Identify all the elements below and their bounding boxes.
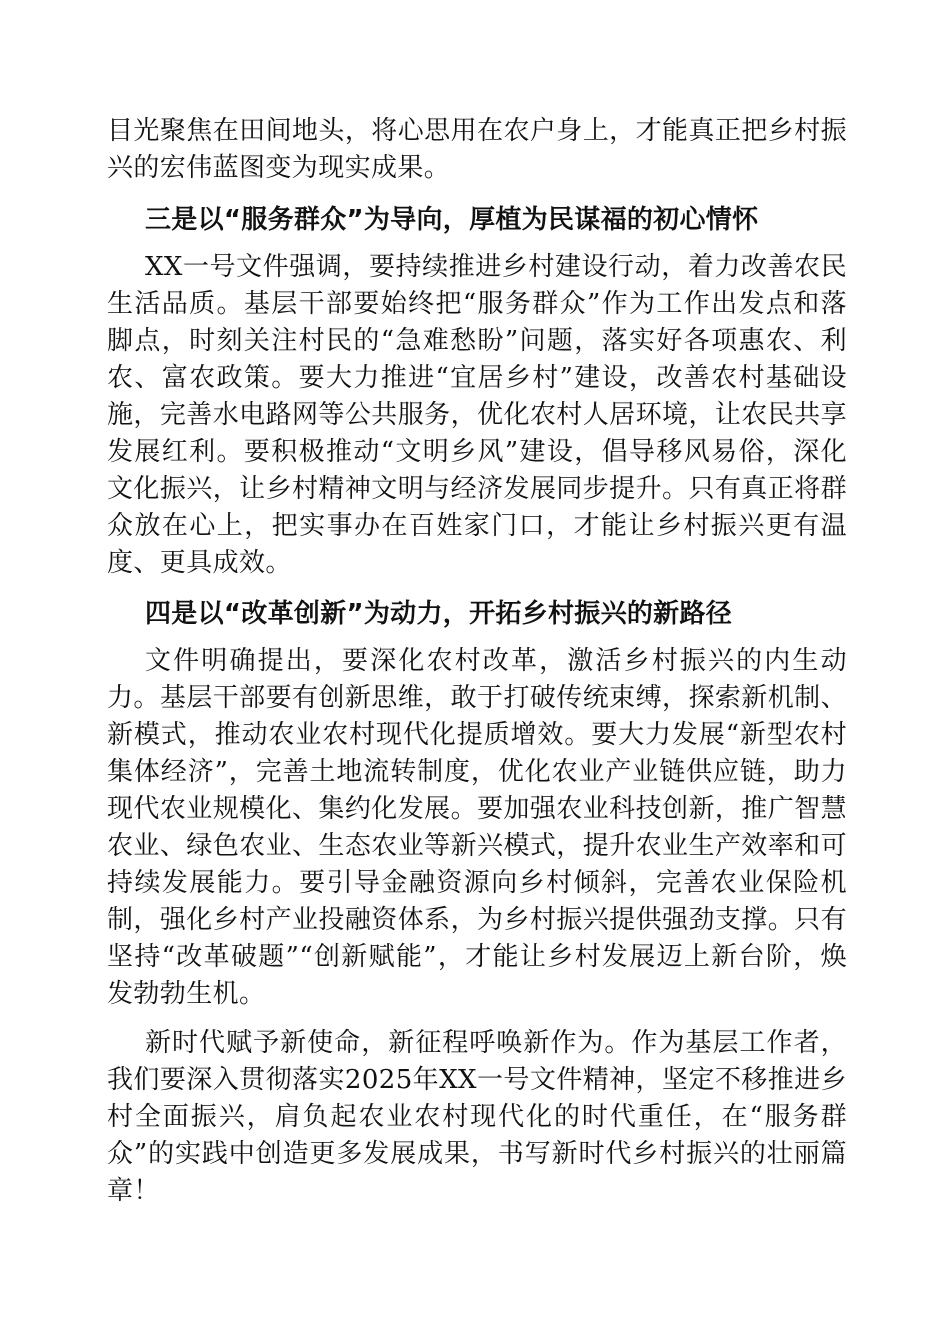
document-body — [107, 113, 847, 1217]
section-body-3: XX一号文件强调，要持续推进乡村建设行动，着力改善农民生活品质。基层干部要始终把“服务群众”作为工作出发点和落脚点，时刻关注村民的“急难愁盼”问题，落实好各项惠农、利农、富农政策。要大力推进“宜居乡村”建设，改善农村基础设施，完善水电路网等公共服务，优化农村人居环境，让农民共享发展红利。要积极推动“文明乡风”建设，倡导移风易俗，深化文化振兴，让乡村精神文明与经济发展同步提升。只有真正将群众放在心上，把实事办在百姓家门口，才能让乡村振兴更有温度、更具成效。 — [107, 252, 847, 578]
section-heading-4: 四是以“改革创新”为动力，开拓乡村振兴的新路径 — [145, 599, 733, 629]
conclusion-paragraph: 新时代赋予新使命，新征程呼唤新作为。作为基层工作者，我们要深入贯彻落实2025年XX一号文件精神，坚定不移推进乡村全面振兴，肩负起农业农村现代化的时代重任，在“服务群众”的实践中创造更多发展成果，书写新时代乡村振兴的壮丽篇章！ — [107, 1028, 847, 1206]
section-body-4: 文件明确提出，要深化农村改革，激活乡村振兴的内生动力。基层干部要有创新思维，敢于打破传统束缚，探索新机制、新模式，推动农业农村现代化提质增效。要大力发展“新型农村集体经济”，完善土地流转制度，优化农业产业链供应链，助力现代农业规模化、集约化发展。要加强农业科技创新，推广智慧农业、绿色农业、生态农业等新兴模式，提升农业生产效率和可持续发展能力。要引导金融资源向乡村倾斜，完善农业保险机制，强化乡村产业投融资体系，为乡村振兴提供强劲支撑。只有坚持“改革破题”“创新赋能”，才能让乡村发展迈上新台阶，焕发勃勃生机。 — [107, 646, 847, 1009]
section-heading-3: 三是以“服务群众”为导向，厚植为民谋福的初心情怀 — [145, 205, 759, 235]
intro-paragraph: 目光聚焦在田间地头，将心思用在农户身上，才能真正把乡村振兴的宏伟蓝图变为现实成果。 — [107, 116, 847, 183]
